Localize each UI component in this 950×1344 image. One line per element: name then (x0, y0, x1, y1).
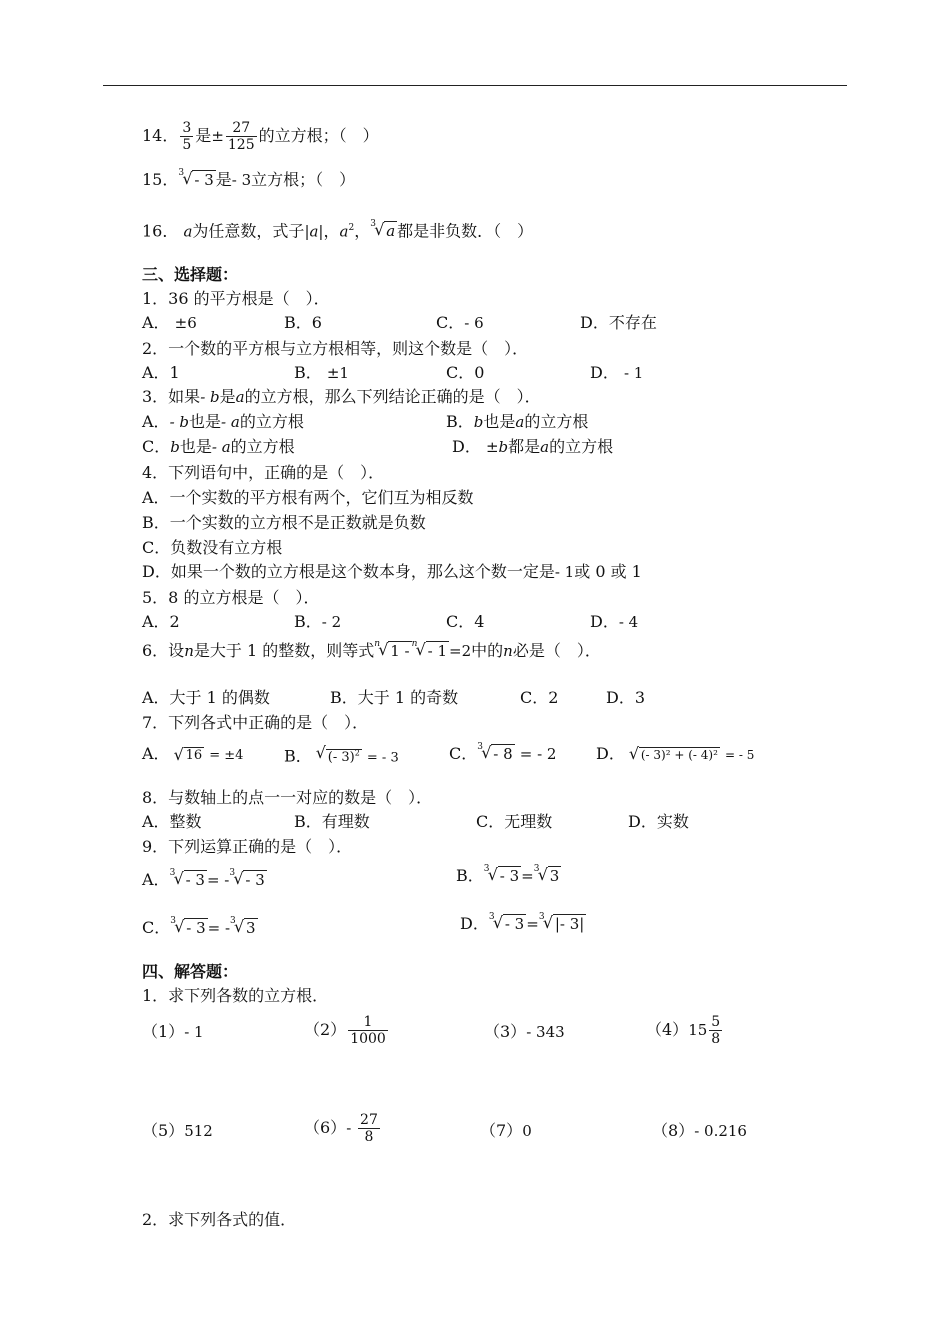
radical-icon: √ (173, 869, 184, 888)
root-index: 3 (488, 912, 495, 922)
option-label: B． (446, 412, 474, 431)
exponent: 2 (354, 749, 360, 758)
solve-q1-item-1 (142, 1022, 204, 1042)
root-index: 3 (483, 864, 490, 874)
text: 是 (219, 387, 236, 406)
question-number: 15． (142, 170, 179, 189)
header-rule (103, 85, 847, 86)
mc-q2-option-d (590, 363, 643, 383)
math: a (235, 388, 245, 406)
cube-root (178, 168, 215, 190)
item-value: - 1 (184, 1023, 204, 1041)
mc-q4-option-d (142, 562, 642, 582)
mc-q7-option-d (596, 744, 754, 765)
radical-icon: √ (628, 744, 640, 763)
math: = (526, 915, 539, 933)
item-label: （3） (484, 1022, 527, 1041)
text: 中的 (471, 641, 504, 660)
mc-q8-option-a: A．整数 (142, 812, 202, 831)
sign: - (346, 1119, 357, 1137)
radicand: 1 - (390, 642, 410, 660)
fraction (358, 1112, 380, 1145)
mc-q8-option-b: B．有理数 (294, 812, 370, 831)
square-root (629, 745, 720, 765)
fraction-27-125 (226, 120, 257, 153)
math: = (521, 867, 534, 885)
mc-q6-option-c: C．2 (520, 688, 559, 707)
math: = - 3 (366, 750, 399, 766)
mc-q4-option-b: B．一个实数的立方根不是正数就是负数 (142, 513, 426, 532)
text: 也是 (189, 412, 222, 431)
radical-icon: √ (378, 640, 389, 659)
square-root (316, 744, 362, 768)
item-value: - 0.216 (694, 1122, 747, 1140)
math: - b (169, 413, 190, 431)
nth-root (411, 639, 449, 661)
solve-q1-item-6 (304, 1112, 382, 1145)
math: - a (211, 438, 231, 456)
question-15 (142, 170, 355, 190)
text: 3．如果 (142, 387, 201, 406)
fraction-3-5 (180, 120, 193, 153)
root-index: 3 (477, 742, 483, 752)
mc-q7-option-a (142, 744, 243, 766)
exponent: 2 (348, 223, 355, 233)
mc-q3-option-b (446, 412, 588, 432)
solve-q1-item-8 (652, 1121, 747, 1141)
option-value: - 4 (618, 613, 639, 631)
text: 的立方根 (230, 437, 295, 456)
mc-q4-stem: 4．下列语句中，正确的是（ ）． (142, 463, 385, 482)
radical-icon: √ (173, 745, 184, 764)
math: b (170, 438, 180, 456)
fraction (348, 1014, 388, 1047)
option-label: A． (142, 870, 170, 889)
math: - 1 (554, 563, 575, 581)
option-label: D． (590, 363, 619, 382)
radical-icon: √ (234, 917, 245, 936)
radicand: - 8 (493, 745, 513, 763)
mc-q6-option-b: B．大于 1 的奇数 (330, 688, 459, 707)
section-title-3: 三、选择题： (142, 265, 239, 284)
math: = - (206, 871, 230, 889)
radical-icon: √ (415, 640, 426, 659)
option-label: C． (142, 437, 171, 456)
text: 是 (215, 170, 232, 189)
text: 必是（ ）． (512, 641, 601, 660)
text: 的立方根；（ ） (258, 126, 379, 145)
mc-q7-stem: 7．下列各式中正确的是（ ）． (142, 713, 369, 732)
radicand: - 3 (245, 871, 265, 889)
mc-q8-option-c: C．无理数 (476, 812, 553, 831)
math: b (473, 413, 484, 431)
root-index: 3 (370, 219, 376, 230)
mc-q2-option-b (294, 363, 349, 383)
nth-root (374, 639, 411, 661)
text: 的立方根 (549, 437, 614, 456)
root-index: n (411, 639, 418, 649)
radicand: - 3 (186, 919, 206, 937)
mc-q1-option-d: D．不存在 (580, 313, 657, 332)
variable-a: a (183, 222, 193, 241)
math: = ±4 (209, 748, 244, 763)
root-index: 3 (533, 864, 540, 874)
math: a (540, 438, 550, 456)
mc-q6-stem (142, 641, 601, 661)
mc-q1-option-a (142, 313, 197, 333)
option-value: - 1 (623, 364, 644, 382)
radicand: 3 (549, 867, 560, 885)
root-index: 3 (169, 868, 176, 878)
section-title-4: 四、解答题： (142, 962, 239, 981)
mc-q5-option-a: A．2 (142, 612, 180, 631)
text: 立方根；（ ） (251, 170, 356, 189)
fraction (709, 1014, 722, 1047)
square-root (174, 746, 205, 766)
mc-q7-option-b (284, 744, 399, 768)
math: =2 (449, 642, 472, 660)
text: 也是 (179, 437, 212, 456)
item-label: （7） (480, 1121, 523, 1140)
cube-root (170, 916, 207, 938)
solve-q1-stem: 1．求下列各数的立方根． (142, 986, 329, 1005)
mc-q6-option-d: D．3 (606, 688, 646, 707)
mc-q9-option-b (456, 866, 561, 886)
numerator: 27 (360, 1112, 378, 1128)
solve-q1-item-2 (304, 1014, 390, 1047)
option-label: B． (456, 866, 484, 885)
mc-q3-option-c (142, 437, 295, 457)
mc-q8-stem: 8．与数轴上的点一一对应的数是（ ）． (142, 788, 433, 807)
solve-q1-item-4 (646, 1014, 724, 1047)
plus-minus: ± (211, 127, 224, 145)
cube-root (169, 868, 207, 890)
option-label: D． (590, 612, 619, 631)
numerator: 1 (348, 1014, 388, 1031)
cube-root (229, 868, 266, 890)
radical-icon: √ (487, 865, 498, 884)
mc-q4-option-c: C．负数没有立方根 (142, 538, 283, 557)
question-14 (142, 120, 379, 153)
abs-a: |a| (304, 222, 324, 241)
item-value: - 343 (526, 1023, 565, 1041)
radicand: 3 (246, 919, 256, 937)
text: 或 0 或 1 (574, 562, 642, 581)
radical-icon: √ (182, 169, 193, 188)
text: 也是 (483, 412, 516, 431)
radical-icon: √ (492, 913, 504, 932)
cube-root-a (370, 219, 397, 241)
cube-root (488, 912, 526, 934)
denominator: 8 (711, 1031, 721, 1047)
option-label: A． (142, 313, 170, 332)
option-label: B． (294, 612, 322, 631)
mc-q1-option-c (436, 313, 484, 333)
option-label: B． (284, 746, 312, 766)
mc-q5-option-d (590, 612, 638, 632)
mc-q3-option-d (452, 437, 613, 457)
option-label: C． (449, 744, 478, 763)
radical-icon: √ (481, 743, 492, 762)
text: 的立方根 (524, 412, 589, 431)
solve-q1-item-3 (484, 1022, 565, 1042)
item-label: （2） (304, 1020, 347, 1039)
mc-q9-stem: 9．下列运算正确的是（ ）． (142, 837, 353, 856)
math: a (515, 413, 525, 431)
math: - b (200, 388, 220, 406)
mc-q2-option-c: C．0 (446, 363, 485, 382)
item-label: （5） (142, 1121, 185, 1140)
option-label: D． (452, 437, 481, 456)
option-label: B． (294, 363, 322, 382)
radical-icon: √ (374, 220, 385, 240)
question-number: 14． (142, 126, 179, 145)
option-label: D． (596, 744, 625, 763)
a-squared: a (339, 222, 349, 241)
radicand: - 3 (504, 915, 525, 933)
math: = - 5 (724, 748, 755, 762)
text: D．如果一个数的立方根是这个数本身，那么这个数一定是 (142, 562, 555, 581)
numerator: 3 (182, 120, 192, 136)
whole-part: 15 (688, 1021, 708, 1039)
question-16 (142, 218, 533, 241)
cube-root (477, 742, 514, 764)
radicand: a (386, 222, 396, 241)
item-label: （8） (652, 1121, 695, 1140)
denominator: 125 (227, 137, 255, 153)
root-index: n (374, 639, 381, 649)
mc-q5-option-b (294, 612, 341, 632)
math: n (184, 642, 194, 660)
math: n (503, 642, 513, 660)
mc-q3-stem (142, 387, 541, 407)
mc-q7-option-c (449, 744, 556, 764)
root-index: 3 (538, 912, 545, 922)
mc-q8-option-d: D．实数 (628, 812, 689, 831)
radical-icon: √ (174, 917, 185, 936)
item-label: （6） (304, 1118, 347, 1137)
denominator: 5 (182, 137, 192, 153)
root-index: 3 (178, 168, 185, 178)
math: = - 2 (519, 745, 557, 763)
radicand: - 3 (499, 867, 520, 885)
radical-icon: √ (233, 869, 244, 888)
math: ±b (485, 438, 509, 456)
item-value: 512 (184, 1122, 213, 1140)
item-label: （4） (646, 1020, 689, 1039)
value: - 3 (231, 171, 252, 189)
comma: ， (354, 221, 371, 241)
text: 的立方根 (239, 412, 304, 431)
option-value: - 2 (321, 613, 342, 631)
mc-q9-option-c (142, 918, 258, 938)
mc-q4-option-a: A．一个实数的平方根有两个，它们互为相反数 (142, 488, 474, 507)
radicand: - 1 (427, 642, 447, 660)
option-label: D． (460, 914, 489, 933)
base: (- 3) (327, 750, 355, 766)
mc-q2-option-a: A．1 (142, 363, 180, 382)
text: 是 (195, 126, 212, 145)
root-index: 3 (229, 868, 236, 878)
mc-q1-stem: 1．36 的平方根是（ ）． (142, 289, 330, 308)
solve-q2-stem: 2．求下列各式的值． (142, 1210, 297, 1229)
item-value: 0 (522, 1122, 532, 1140)
item-label: （1） (142, 1022, 185, 1041)
denominator: 1000 (350, 1031, 386, 1047)
numerator: 5 (711, 1014, 721, 1030)
mc-q6-option-a: A．大于 1 的偶数 (142, 688, 270, 707)
radicand: - 3 (185, 871, 205, 889)
root-index: 3 (170, 916, 176, 926)
text: 都是非负数．（ ） (397, 221, 534, 241)
text: 6．设 (142, 641, 185, 660)
radical-icon: √ (542, 913, 554, 932)
mc-q3-option-a (142, 412, 304, 432)
comma: ， (323, 221, 340, 241)
cube-root (230, 916, 258, 938)
math: - a (221, 413, 240, 431)
option-value: - 6 (464, 314, 484, 332)
math: = - (207, 919, 231, 937)
radicand: - 3 (194, 171, 214, 189)
text: 是大于 1 的整数，则等式 (193, 641, 375, 660)
radical-icon: √ (537, 865, 548, 884)
solve-q1-item-7 (480, 1121, 532, 1141)
cube-root (533, 864, 562, 886)
radicand (326, 749, 362, 765)
option-value: ±1 (326, 364, 349, 382)
solve-q1-item-5 (142, 1121, 213, 1141)
option-label: C． (436, 313, 465, 332)
mc-q2-stem: 2．一个数的平方根与立方根相等，则这个数是（ ）． (142, 339, 529, 358)
radical-icon: √ (315, 743, 326, 762)
cube-root (538, 912, 587, 934)
question-number: 16． (142, 221, 179, 241)
text: 为任意数，式子 (192, 221, 305, 241)
mc-q9-option-d (460, 914, 586, 934)
radicand: (- 3)² + (- 4)² (640, 748, 718, 762)
text: 的立方根，那么下列结论正确的是（ ）． (244, 387, 541, 406)
option-value: ±6 (174, 314, 197, 332)
mc-q9-option-a (142, 870, 267, 890)
text: 都是 (508, 437, 541, 456)
mc-q5-option-c: C．4 (446, 612, 485, 631)
radicand: |- 3| (554, 915, 585, 933)
mc-q5-stem: 5．8 的立方根是（ ）． (142, 588, 320, 607)
option-label: A． (142, 412, 170, 431)
numerator: 27 (226, 120, 257, 137)
radicand: 16 (185, 748, 203, 763)
cube-root (483, 864, 521, 886)
mc-q1-option-b: B．6 (284, 313, 322, 332)
option-label: C． (142, 918, 171, 937)
option-label: A． (142, 744, 170, 763)
denominator: 8 (364, 1129, 374, 1145)
root-index: 3 (230, 916, 236, 926)
